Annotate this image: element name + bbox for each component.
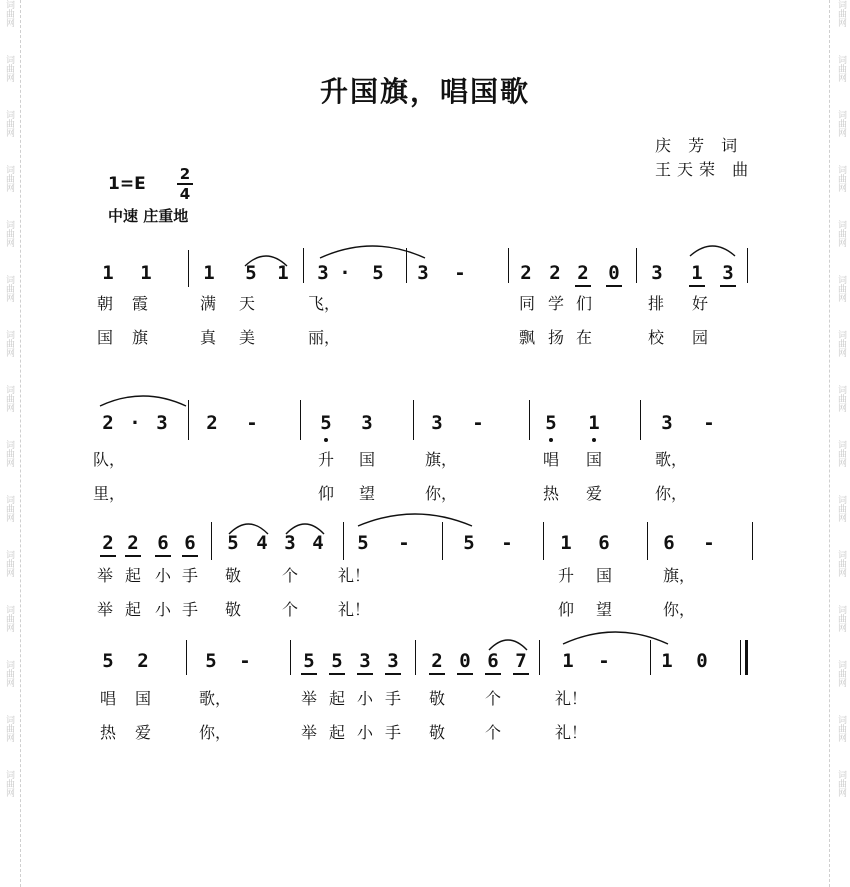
note: 6 (153, 532, 173, 554)
tempo-marking: 中速 庄重地 (108, 207, 189, 225)
watermark-text: 词曲网 (836, 55, 846, 82)
note: 3 (417, 262, 429, 284)
lyric-verse-2: 你， (663, 600, 696, 619)
final-barline-thin (740, 640, 741, 675)
lyric-verse-1: 国 (358, 450, 375, 469)
slur (489, 640, 527, 650)
lyric-verse-1: 小 (356, 689, 373, 708)
composer-credit: 王天荣 曲 (655, 160, 755, 179)
lyric-verse-2: 丽， (308, 328, 341, 347)
note: 3 (431, 412, 443, 434)
note: 3 (156, 412, 168, 434)
lyric-verse-1: 歌， (199, 689, 232, 708)
watermark-right (834, 0, 848, 887)
lyric-verse-2: 敬 (224, 600, 241, 619)
note: 3 (361, 412, 373, 434)
watermark-text: 词曲网 (4, 55, 14, 82)
note: 0 (455, 650, 475, 672)
barline (415, 640, 416, 675)
lyric-verse-2: 仰 (317, 484, 334, 503)
octave-dot (324, 438, 328, 442)
note: 2 (520, 262, 532, 284)
lyric-verse-2: 校 (647, 328, 664, 347)
lyric-verse-2: 礼！ (338, 600, 371, 619)
barline (647, 522, 648, 560)
barline (543, 522, 544, 560)
note: 1 (562, 650, 574, 672)
note: 2 (549, 262, 561, 284)
lyricist-credit: 庆 芳 词 (655, 136, 744, 155)
note: 5 (463, 532, 475, 554)
note: 3 (317, 262, 329, 284)
note: 5 (372, 262, 384, 284)
note: 3 (383, 650, 403, 672)
lyric-verse-1: 起 (328, 689, 345, 708)
watermark-text: 词曲网 (836, 0, 846, 27)
note: 3 (284, 532, 296, 554)
barline (650, 640, 651, 675)
watermark-text: 词曲网 (836, 715, 846, 742)
lyric-verse-1: 霞 (131, 294, 148, 313)
note: 3 (661, 412, 673, 434)
lyric-verse-2: 热 (542, 484, 559, 503)
barline (539, 640, 540, 675)
lyric-verse-1: 手 (181, 566, 198, 585)
watermark-text: 词曲网 (836, 770, 846, 797)
watermark-text: 词曲网 (4, 110, 14, 137)
lyric-verse-2: 仰 (557, 600, 574, 619)
lyric-verse-1: 国 (134, 689, 151, 708)
lyric-verse-2: 举 (300, 723, 317, 742)
time-signature (177, 166, 193, 202)
lyric-verse-1: 旗， (663, 566, 696, 585)
note: 5 (245, 262, 257, 284)
watermark-text: 词曲网 (4, 220, 14, 247)
lyric-verse-2: 手 (181, 600, 198, 619)
octave-dot (549, 438, 553, 442)
lyric-verse-1: 队， (93, 450, 126, 469)
lyric-verse-2: 你， (655, 484, 688, 503)
lyric-verse-2: 礼！ (555, 723, 588, 742)
song-title: 升国旗，唱国歌 (319, 75, 530, 108)
lyric-verse-1: 小 (154, 566, 171, 585)
watermark-text: 词曲网 (836, 110, 846, 137)
note: 5 (327, 650, 347, 672)
watermark-text: 词曲网 (4, 330, 14, 357)
lyric-verse-1: 朝 (96, 294, 113, 313)
barline (211, 522, 212, 560)
lyric-verse-2: 小 (154, 600, 171, 619)
lyric-verse-1: 举 (300, 689, 317, 708)
note: 6 (598, 532, 610, 554)
note: 6 (663, 532, 675, 554)
lyric-verse-1: 礼！ (555, 689, 588, 708)
barline (747, 248, 748, 283)
note: - (472, 412, 484, 434)
lyric-verse-1: 举 (96, 566, 113, 585)
lyric-verse-2: 个 (281, 600, 298, 619)
lyric-verse-2: 爱 (134, 723, 151, 742)
lyric-verse-1: 升 (317, 450, 334, 469)
note: 2 (123, 532, 143, 554)
note: 7 (511, 650, 531, 672)
lyric-verse-2: 个 (484, 723, 501, 742)
note: · (339, 262, 351, 284)
lyric-verse-1: 敬 (428, 689, 445, 708)
note: - (246, 412, 258, 434)
slur (358, 514, 472, 526)
note: 2 (137, 650, 149, 672)
lyric-verse-1: 学 (547, 294, 564, 313)
lyric-verse-2: 你， (199, 723, 232, 742)
watermark-text: 词曲网 (836, 165, 846, 192)
lyric-verse-1: 个 (484, 689, 501, 708)
watermark-text: 词曲网 (4, 770, 14, 797)
note: 3 (355, 650, 375, 672)
note: - (454, 262, 466, 284)
note: 4 (312, 532, 324, 554)
note: - (398, 532, 410, 554)
note: 4 (256, 532, 268, 554)
note: - (501, 532, 513, 554)
barline (529, 400, 530, 440)
note: 5 (357, 532, 369, 554)
lyric-verse-2: 美 (238, 328, 255, 347)
lyric-verse-2: 小 (356, 723, 373, 742)
lyric-verse-1: 天 (238, 294, 255, 313)
barline (303, 248, 304, 283)
lyric-verse-2: 旗 (131, 328, 148, 347)
note: 2 (206, 412, 218, 434)
note: 5 (102, 650, 114, 672)
watermark-text: 词曲网 (4, 0, 14, 27)
note: 0 (696, 650, 708, 672)
lyric-verse-2: 国 (96, 328, 113, 347)
lyric-verse-1: 个 (281, 566, 298, 585)
note: 1 (277, 262, 289, 284)
lyric-verse-2: 敬 (428, 723, 445, 742)
lyric-verse-1: 起 (124, 566, 141, 585)
lyric-verse-2: 望 (595, 600, 612, 619)
barline (188, 400, 189, 440)
note: 6 (483, 650, 503, 672)
watermark-text: 词曲网 (4, 550, 14, 577)
note: 1 (102, 262, 114, 284)
lyric-verse-1: 手 (384, 689, 401, 708)
lyric-verse-2: 起 (328, 723, 345, 742)
note: - (239, 650, 251, 672)
note: 2 (98, 532, 118, 554)
note: 3 (651, 262, 663, 284)
lyric-verse-1: 排 (647, 294, 664, 313)
watermark-text: 词曲网 (836, 275, 846, 302)
watermark-divider-right (829, 0, 830, 887)
note: 2 (427, 650, 447, 672)
slur (563, 632, 668, 644)
barline (186, 640, 187, 675)
lyric-verse-1: 唱 (99, 689, 116, 708)
note: 2 (102, 412, 114, 434)
lyric-verse-2: 在 (575, 328, 592, 347)
lyric-verse-1: 旗， (425, 450, 458, 469)
note: 5 (299, 650, 319, 672)
slur (100, 396, 186, 406)
barline (442, 522, 443, 560)
watermark-text: 词曲网 (4, 165, 14, 192)
lyric-verse-1: 同 (518, 294, 535, 313)
note: 2 (573, 262, 593, 284)
note: 3 (718, 262, 738, 284)
lyric-verse-2: 飘 (518, 328, 535, 347)
lyric-verse-2: 爱 (585, 484, 602, 503)
lyric-verse-1: 国 (595, 566, 612, 585)
watermark-text: 词曲网 (836, 550, 846, 577)
slur (690, 246, 735, 256)
barline (413, 400, 414, 440)
note: 5 (320, 412, 332, 434)
note: 1 (203, 262, 215, 284)
watermark-text: 词曲网 (836, 220, 846, 247)
barline (343, 522, 344, 560)
lyric-verse-2: 里， (93, 484, 126, 503)
lyric-verse-1: 唱 (542, 450, 559, 469)
note: 1 (687, 262, 707, 284)
barline (640, 400, 641, 440)
note: 1 (588, 412, 600, 434)
lyric-verse-1: 升 (557, 566, 574, 585)
note: - (598, 650, 610, 672)
slur (320, 246, 425, 258)
lyric-verse-1: 们 (575, 294, 592, 313)
lyric-verse-1: 满 (199, 294, 216, 313)
barline (406, 248, 407, 283)
lyric-verse-1: 国 (585, 450, 602, 469)
barline (752, 522, 753, 560)
watermark-text: 词曲网 (4, 275, 14, 302)
note: 0 (604, 262, 624, 284)
watermark-text: 词曲网 (4, 385, 14, 412)
note: 6 (180, 532, 200, 554)
key-signature: 1=E (108, 174, 146, 194)
meter-bottom: 4 (179, 185, 191, 203)
watermark-left (2, 0, 16, 887)
lyric-verse-2: 园 (691, 328, 708, 347)
note: 5 (205, 650, 217, 672)
meter-top: 2 (179, 165, 191, 183)
barline (508, 248, 509, 283)
watermark-text: 词曲网 (4, 495, 14, 522)
note: 5 (227, 532, 239, 554)
note: 1 (661, 650, 673, 672)
lyric-verse-2: 你， (425, 484, 458, 503)
watermark-text: 词曲网 (836, 385, 846, 412)
note: 5 (545, 412, 557, 434)
watermark-text: 词曲网 (836, 440, 846, 467)
lyric-verse-1: 飞， (308, 294, 341, 313)
note: - (703, 532, 715, 554)
watermark-text: 词曲网 (836, 605, 846, 632)
note: 1 (560, 532, 572, 554)
note: - (703, 412, 715, 434)
barline (188, 250, 189, 287)
watermark-text: 词曲网 (4, 715, 14, 742)
final-barline-thick (745, 640, 748, 675)
lyric-verse-2: 举 (96, 600, 113, 619)
watermark-text: 词曲网 (836, 495, 846, 522)
lyric-verse-1: 礼！ (338, 566, 371, 585)
lyric-verse-2: 扬 (547, 328, 564, 347)
watermark-text: 词曲网 (836, 660, 846, 687)
watermark-text: 词曲网 (836, 330, 846, 357)
lyric-verse-2: 真 (199, 328, 216, 347)
note: · (129, 412, 141, 434)
lyric-verse-1: 好 (691, 294, 708, 313)
watermark-text: 词曲网 (4, 660, 14, 687)
lyric-verse-2: 手 (384, 723, 401, 742)
lyric-verse-2: 望 (358, 484, 375, 503)
note: 1 (140, 262, 152, 284)
lyric-verse-1: 歌， (655, 450, 688, 469)
watermark-divider-left (20, 0, 21, 887)
watermark-text: 词曲网 (4, 605, 14, 632)
lyric-verse-2: 热 (99, 723, 116, 742)
barline (300, 400, 301, 440)
barline (290, 640, 291, 675)
lyric-verse-1: 敬 (224, 566, 241, 585)
lyric-verse-2: 起 (124, 600, 141, 619)
barline (636, 248, 637, 283)
octave-dot (592, 438, 596, 442)
watermark-text: 词曲网 (4, 440, 14, 467)
